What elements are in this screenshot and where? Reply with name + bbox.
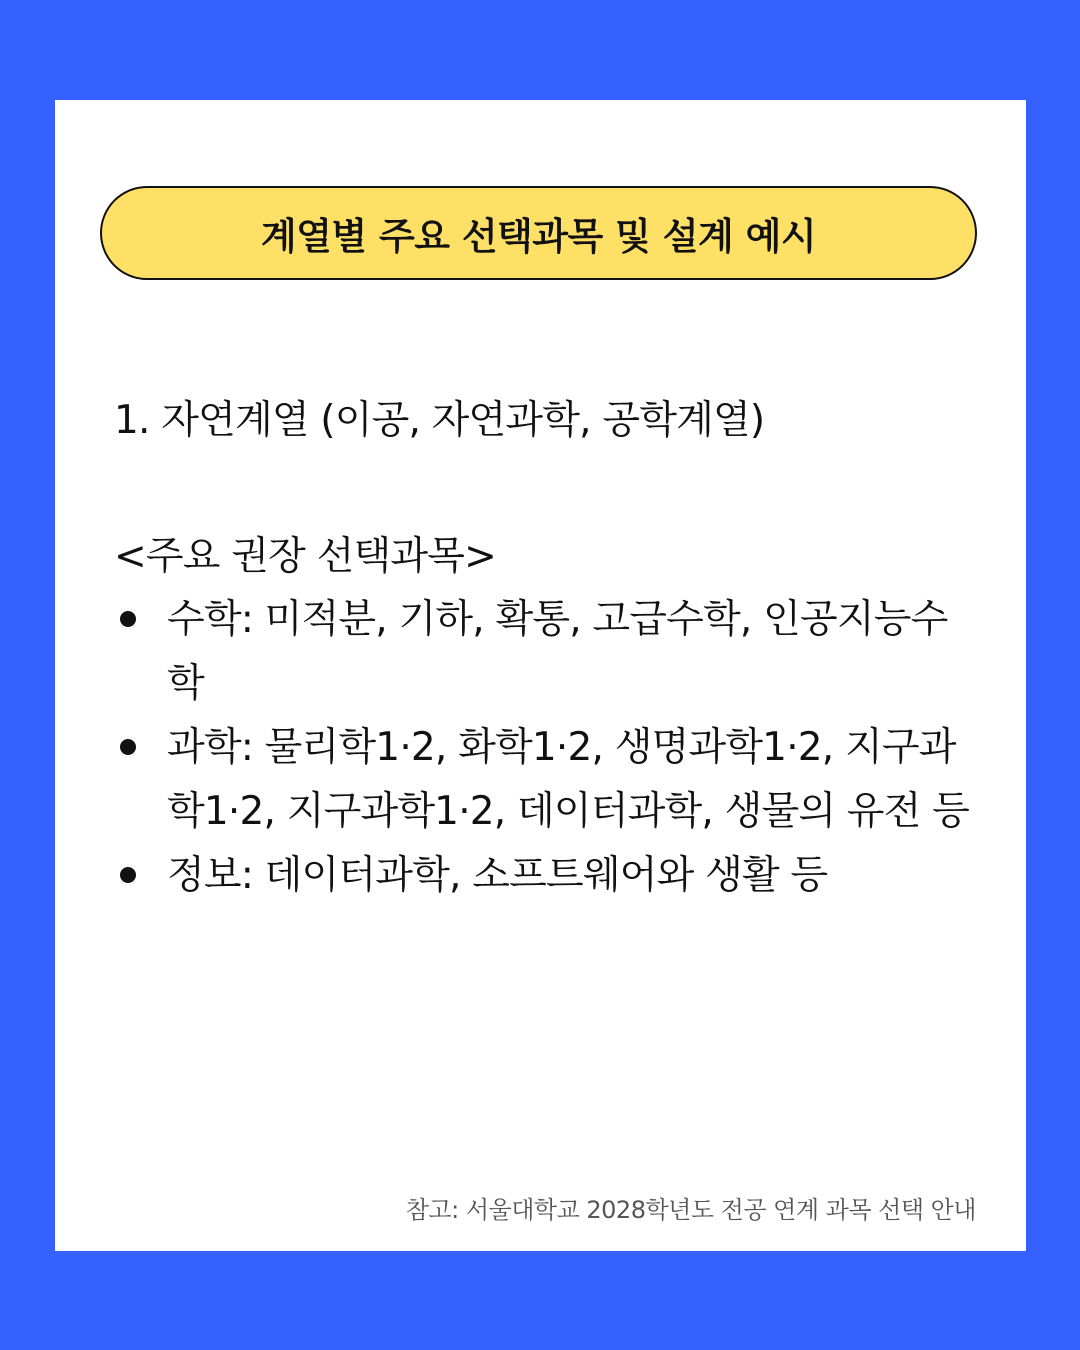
list-item-text: 정보: 데이터과학, 소프트웨어와 생활 등: [167, 853, 828, 898]
bullet-icon: [120, 867, 136, 883]
list-item: [114, 844, 974, 908]
bullet-icon: [120, 739, 136, 755]
source-footnote: 참고: 서울대학교 2028학년도 전공 연계 과목 선택 안내: [405, 1196, 976, 1224]
list-item-text: 과학: 물리학1·2, 화학1·2, 생명과학1·2, 지구과학1·2, 지구과학1·2, 데이터과학, 생물의 유전 등: [167, 725, 970, 834]
section-content: [114, 390, 974, 908]
list-item: [114, 716, 974, 844]
section-heading: 1. 자연계열 (이공, 자연과학, 공학계열): [114, 398, 765, 443]
subject-list: [114, 588, 974, 908]
list-item-text: 수학: 미적분, 기하, 확통, 고급수학, 인공지능수학: [167, 597, 948, 706]
section-subheading: <주요 권장 선택과목>: [114, 534, 496, 579]
bullet-icon: [120, 611, 136, 627]
title-banner: [100, 186, 977, 280]
page-title: 계열별 주요 선택과목 및 설계 예시: [260, 215, 817, 258]
list-item: [114, 588, 974, 716]
content-card: [55, 100, 1026, 1251]
